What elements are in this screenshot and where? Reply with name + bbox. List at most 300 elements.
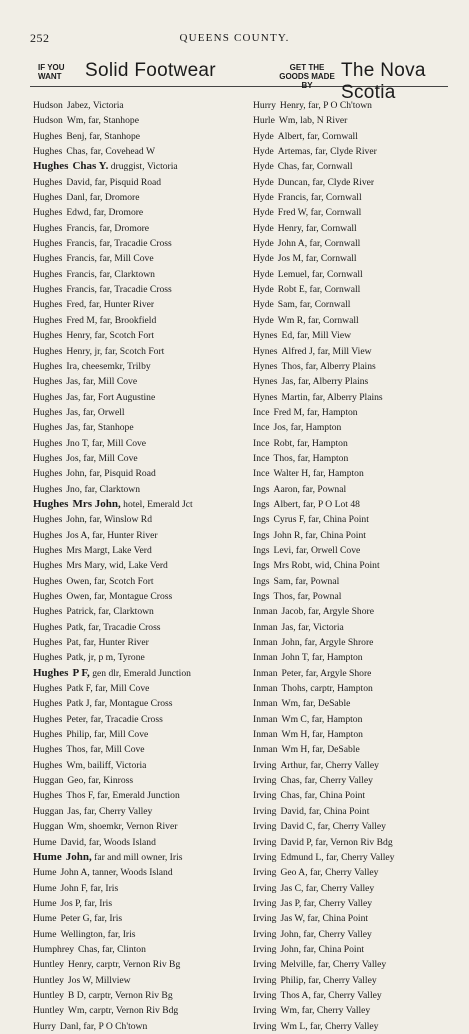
entry-surname: Hume (33, 913, 57, 925)
directory-column-left (33, 98, 248, 1034)
entry-surname: Hughes (33, 360, 63, 372)
directory-entry (253, 788, 468, 803)
directory-entry (33, 835, 248, 850)
entry-given-name: Peter, (281, 667, 304, 679)
directory-entry (33, 1003, 248, 1018)
entry-surname: Inman (253, 637, 278, 649)
entry-details: far, Cornwall (310, 192, 362, 204)
entry-given-name: Arthur, (280, 759, 309, 771)
entry-details: far, Cornwall (299, 299, 351, 311)
entry-given-name: Ira, (66, 360, 80, 372)
entry-surname: Hughes (33, 253, 63, 265)
directory-entry (33, 236, 248, 251)
entry-surname: Hughes (33, 621, 63, 633)
entry-surname: Ings (253, 498, 270, 510)
entry-details: far, DeSable (312, 744, 360, 756)
directory-entry (253, 328, 468, 343)
entry-given-name: John, (66, 468, 87, 480)
entry-details: far, Mill View (317, 345, 372, 357)
entry-given-name: David C, (280, 821, 316, 833)
entry-details: far, Dromore (89, 192, 140, 204)
entry-details: far and mill owner, Iris (94, 851, 183, 863)
entry-details: shoemkr, Vernon River (88, 821, 178, 833)
entry-details: far, Cherry Valley (308, 974, 377, 986)
directory-entry (253, 865, 468, 880)
directory-entry (33, 957, 248, 972)
entry-given-name: Geo, (67, 775, 86, 787)
directory-entry (253, 144, 468, 159)
entry-surname: Hume (33, 882, 57, 894)
entry-details: far, Mill Cove (83, 452, 138, 464)
entry-details: jr, p m, Tyrone (88, 652, 145, 664)
entry-surname: Hughes (33, 268, 63, 280)
directory-entry (253, 528, 468, 543)
entry-details: far, Tracadie Cross (99, 238, 172, 250)
entry-details: far, Mill Cove (94, 729, 149, 741)
entry-surname: Hughes (33, 160, 69, 173)
entry-surname: Hughes (33, 376, 63, 388)
entry-surname: Ings (253, 544, 270, 556)
entry-details: far, Cornwall (305, 222, 357, 234)
entry-surname: Hughes (33, 483, 63, 495)
entry-details: far, Woods Island (88, 836, 156, 848)
entry-given-name: John R, (273, 529, 303, 541)
entry-surname: Hughes (33, 683, 63, 695)
entry-given-name: Mrs John, (72, 497, 121, 510)
directory-entry (253, 466, 468, 481)
entry-details: far, Clarktown (84, 483, 141, 495)
directory-entry (33, 420, 248, 435)
entry-surname: Hughes (33, 437, 63, 449)
entry-details: far, Covehead W (90, 146, 156, 158)
entry-surname: Hughes (33, 606, 63, 618)
entry-given-name: Mrs Margt, (66, 544, 110, 556)
entry-given-name: Jas W, (280, 913, 305, 925)
entry-details: far, Cornwall (311, 268, 363, 280)
directory-entry (253, 159, 468, 174)
entry-given-name: Wm R, (277, 314, 306, 326)
directory-entry (253, 482, 468, 497)
entry-details: far, P O Ch'town (308, 100, 372, 111)
entry-given-name: Wm H, (281, 744, 310, 756)
directory-entry (33, 696, 248, 711)
entry-given-name: Thos F, (66, 790, 95, 802)
entry-given-name: Henry, (277, 222, 304, 234)
directory-entry (33, 98, 248, 113)
entry-given-name: John A, (60, 867, 90, 879)
directory-entry (33, 681, 248, 696)
entry-details: far, Cornwall (309, 284, 361, 296)
directory-entry (33, 175, 248, 190)
directory-entry (253, 313, 468, 328)
entry-surname: Hughes (33, 238, 63, 250)
directory-entry (253, 666, 468, 681)
entry-given-name: Wm H, (281, 729, 310, 741)
entry-details: far, Mill Cove (95, 683, 150, 695)
entry-surname: Ince (253, 422, 270, 434)
directory-entry (33, 773, 248, 788)
entry-given-name: David, (60, 836, 87, 848)
entry-details: gen dlr, Emerald Junction (92, 667, 191, 679)
directory-entry (253, 758, 468, 773)
entry-details: far, Iris (84, 897, 113, 909)
entry-given-name: Melville, (280, 959, 316, 971)
entry-surname: Inman (253, 729, 278, 741)
entry-details: cheesemkr, Trilby (81, 360, 151, 372)
entry-given-name: Pat, (66, 637, 81, 649)
entry-given-name: Jos W, (67, 974, 93, 986)
entry-surname: Hughes (33, 422, 63, 434)
entry-details: far, Tracadie Cross (90, 713, 163, 725)
entry-details: far, Mill Cove (90, 744, 145, 756)
entry-details: far, Hampton (296, 437, 348, 449)
entry-surname: Ings (253, 591, 270, 602)
entry-given-name: Jabez, (66, 100, 91, 111)
entry-details: far, Clarktown (99, 268, 155, 280)
entry-details: far, Mill Cove (99, 253, 154, 265)
entry-details: far, Iris (107, 928, 136, 940)
entry-surname: Hughes (33, 790, 63, 802)
entry-surname: Hume (33, 850, 62, 863)
entry-surname: Hyde (253, 222, 274, 234)
entry-details: far, Stanhope (89, 130, 141, 142)
entry-given-name: Wm, (67, 821, 87, 833)
directory-entry (253, 727, 468, 742)
entry-surname: Hughes (33, 713, 63, 725)
directory-entry (33, 466, 248, 481)
entry-details: far, Iris (94, 913, 123, 925)
entry-details: far, Cornwall (301, 161, 353, 173)
directory-entry (253, 436, 468, 451)
directory-entry (253, 681, 468, 696)
directory-entry (33, 666, 248, 681)
entry-details: far, Pownal (295, 575, 340, 587)
directory-entry (33, 313, 248, 328)
directory-entry (253, 927, 468, 942)
entry-given-name: Jas, (66, 422, 81, 434)
entry-given-name: Francis, (66, 222, 97, 234)
entry-details: carptr, Vernon Riv Bdg (89, 1005, 179, 1017)
directory-entry (253, 236, 468, 251)
entry-surname: Irving (253, 882, 277, 894)
directory-entry (33, 297, 248, 312)
directory-entry (253, 512, 468, 527)
directory-entry (253, 589, 468, 604)
directory-entry (33, 267, 248, 282)
entry-given-name: Duncan, (277, 176, 311, 188)
page-header (0, 0, 469, 56)
entry-details: carptr, Hampton (310, 683, 373, 695)
entry-surname: Hughes (33, 176, 63, 188)
entry-surname: Hughes (33, 391, 63, 403)
entry-details: far, Hampton (290, 422, 342, 434)
entry-surname: Hurry (33, 1020, 56, 1032)
entry-details: far, Clinton (102, 943, 146, 955)
entry-surname: Ings (253, 575, 270, 587)
entry-given-name: Peter G, (60, 913, 92, 925)
entry-given-name: Thos, (66, 744, 88, 756)
directory-entry (253, 205, 468, 220)
entry-surname: Hume (33, 836, 57, 848)
entry-given-name: Henry, (66, 330, 93, 342)
entry-details: far, Cherry Valley (301, 1005, 371, 1017)
entry-surname: Irving (253, 821, 277, 833)
directory-entry (253, 712, 468, 727)
directory-entry (33, 543, 248, 558)
entry-given-name: Thohs, (281, 683, 308, 695)
entry-surname: Irving (253, 913, 277, 925)
directory-entry (253, 390, 468, 405)
entry-given-name: Alfred J, (281, 345, 316, 357)
entry-surname: Hume (33, 867, 57, 879)
entry-surname: Hughes (33, 560, 63, 572)
entry-given-name: Philip, (280, 974, 306, 986)
entry-details: far, Cherry Valley (317, 821, 386, 833)
entry-surname: Irving (253, 897, 277, 909)
entry-details: far, Dromore (99, 222, 150, 234)
entry-details: far, Cherry Valley (310, 867, 379, 879)
entry-given-name: Benj, (66, 130, 87, 142)
entry-given-name: Francis, (66, 253, 97, 265)
entry-surname: Hynes (253, 391, 278, 403)
entry-surname: Hynes (253, 376, 278, 388)
directory-entry (253, 574, 468, 589)
entry-surname: Hughes (33, 406, 63, 418)
entry-given-name: Jos P, (60, 897, 82, 909)
entry-surname: Hughes (33, 652, 63, 664)
directory-entry (33, 482, 248, 497)
entry-surname: Ince (253, 406, 270, 418)
directory-entry (253, 620, 468, 635)
entry-surname: Hughes (33, 666, 69, 679)
entry-given-name: Fred M, (273, 406, 305, 418)
directory-entry (253, 635, 468, 650)
directory-entry (253, 957, 468, 972)
entry-given-name: Fred, (66, 299, 87, 311)
entry-surname: Huntley (33, 974, 64, 986)
entry-surname: Hughes (33, 207, 63, 219)
entry-surname: Hughes (33, 591, 63, 602)
directory-entry (33, 850, 248, 865)
directory-entry (33, 159, 248, 174)
directory-entry (253, 1003, 468, 1018)
entry-surname: Ince (253, 452, 270, 464)
entry-details: far, DeSable (302, 698, 351, 710)
entry-given-name: Robt, (273, 437, 295, 449)
entry-surname: Hyde (253, 146, 274, 158)
entry-details: far, China Point (304, 790, 366, 802)
entry-surname: Hughes (33, 759, 63, 771)
directory-entry (253, 359, 468, 374)
entry-given-name: Walter H, (273, 468, 311, 480)
directory-entry (33, 973, 248, 988)
entry-given-name: Chas, (280, 790, 303, 802)
entry-given-name: B D, (67, 989, 87, 1001)
entry-given-name: Jas, (66, 376, 81, 388)
entry-given-name: Wm L, (280, 1020, 308, 1032)
entry-details: far, Cherry Valley (303, 897, 373, 909)
entry-details: far, Scotch Fort (94, 330, 155, 342)
directory-entry (253, 113, 468, 128)
entry-details: far, China Point (308, 805, 370, 817)
directory-entry (253, 129, 468, 144)
entry-given-name: Thos, (273, 452, 296, 464)
directory-entry (33, 436, 248, 451)
entry-given-name: Patk, (66, 621, 86, 633)
directory-entry (33, 574, 248, 589)
entry-surname: Huntley (33, 959, 64, 971)
entry-given-name: Henry, jr, (66, 345, 103, 357)
entry-given-name: John, (65, 850, 92, 863)
entry-details: far, Alberry Plains (298, 376, 369, 388)
entry-surname: Irving (253, 989, 277, 1001)
entry-surname: Hughes (33, 314, 63, 326)
entry-surname: Irving (253, 1005, 277, 1017)
entry-details: far, Argyle Shore (308, 606, 374, 618)
directory-entry (33, 881, 248, 896)
entry-given-name: Francis, (66, 268, 97, 280)
entry-given-name: John A, (277, 238, 308, 250)
entry-details: far, Hunter River (92, 529, 158, 541)
directory-entry (33, 497, 248, 512)
directory-entry (33, 129, 248, 144)
directory-entry (33, 205, 248, 220)
entry-given-name: Henry, (67, 959, 94, 971)
directory-entry (253, 896, 468, 911)
directory-entry (33, 251, 248, 266)
entry-details: far, Mill View (296, 330, 352, 342)
entry-given-name: Wm, (66, 759, 86, 771)
entry-details: far, Cherry Valley (303, 928, 372, 940)
entry-details: far, Scotch Fort (104, 345, 165, 357)
running-head: QUEENS COUNTY. (179, 32, 290, 44)
entry-given-name: Jas P, (280, 897, 302, 909)
entry-given-name: Ed, (281, 330, 295, 342)
entry-surname: Hughes (33, 284, 63, 296)
entry-given-name: Jno, (66, 483, 83, 495)
entry-details: far, Winslow Rd (89, 514, 152, 526)
ad-solid-footwear: Solid Footwear (85, 60, 216, 81)
entry-given-name: Wellington, (60, 928, 106, 940)
entry-details: far, Scotch Fort (94, 575, 154, 587)
entry-surname: Hughes (33, 299, 63, 311)
entry-details: far, Hampton (312, 729, 363, 741)
directory-entry (33, 650, 248, 665)
entry-given-name: Chas, (78, 943, 100, 955)
entry-given-name: Jos, (66, 452, 81, 464)
entry-details: far, Victoria (298, 621, 344, 633)
entry-given-name: Edwd, (66, 207, 92, 219)
entry-details: far, Cornwall (307, 130, 358, 142)
entry-given-name: John T, (281, 652, 310, 664)
entry-given-name: Wm, (281, 698, 301, 710)
entry-given-name: Robt E, (277, 284, 308, 296)
entry-given-name: Chas, (66, 146, 88, 158)
entry-surname: Ings (253, 514, 270, 526)
entry-details: far, P O Ch'town (83, 1020, 148, 1032)
entry-details: far, Cornwall (310, 207, 362, 219)
directory-entry (253, 267, 468, 282)
directory-entry (253, 850, 468, 865)
directory-column-right (253, 98, 468, 1034)
entry-details: far, Hampton (306, 406, 358, 418)
directory-entry (33, 604, 248, 619)
entry-given-name: Jas, (67, 805, 82, 817)
directory-entry (33, 819, 248, 834)
entry-surname: Humphrey (33, 943, 75, 955)
entry-given-name: Albert, (277, 130, 305, 142)
entry-surname: Hyde (253, 314, 274, 326)
directory-entry (33, 988, 248, 1003)
directory-entry (253, 650, 468, 665)
entry-surname: Huntley (33, 989, 64, 1001)
entry-surname: Hyde (253, 176, 274, 188)
entry-given-name: Albert, (273, 498, 301, 510)
entry-details: far, Orwell (82, 406, 125, 418)
entry-given-name: Fred W, (277, 207, 309, 219)
entry-surname: Ince (253, 468, 270, 480)
entry-details: wid, Lake Verd (109, 560, 168, 572)
directory-entry (253, 819, 468, 834)
entry-given-name: Chas, (280, 775, 303, 787)
entry-given-name: Peter, (66, 713, 89, 725)
entry-surname: Irving (253, 943, 277, 955)
entry-details: far, Brookfield (99, 314, 157, 326)
entry-given-name: Jas, (281, 376, 296, 388)
entry-given-name: John F, (60, 882, 88, 894)
entry-given-name: Geo A, (280, 867, 308, 879)
entry-details: far, Stanhope (82, 422, 134, 434)
entry-details: far, China Point (307, 913, 369, 925)
entry-surname: Hyde (253, 207, 274, 219)
entry-details: far, Tracadie Cross (99, 284, 172, 296)
directory-entry (253, 344, 468, 359)
entry-given-name: Edmund L, (280, 851, 324, 863)
entry-given-name: Patk F, (66, 683, 93, 695)
entry-given-name: Francis, (277, 192, 309, 204)
directory-entry (253, 405, 468, 420)
entry-surname: Irving (253, 759, 277, 771)
directory-entry (253, 251, 468, 266)
directory-entry (33, 374, 248, 389)
entry-details: far, Hunter River (83, 637, 149, 649)
entry-given-name: Henry, (279, 100, 306, 111)
entry-surname: Hughes (33, 514, 63, 526)
directory-entry (253, 911, 468, 926)
entry-given-name: Chas Y. (72, 160, 109, 173)
entry-details: far, Cherry Valley (83, 805, 153, 817)
entry-details: far, Montague Cross (94, 591, 173, 602)
directory-entry (33, 558, 248, 573)
entry-details: far, Mill Cove (82, 376, 138, 388)
directory-entry (253, 543, 468, 558)
entry-given-name: Mrs Mary, (66, 560, 107, 572)
entry-surname: Irving (253, 790, 277, 802)
directory-entry (253, 942, 468, 957)
entry-surname: Hyde (253, 268, 274, 280)
directory-entry (33, 758, 248, 773)
entry-surname: Ince (253, 437, 270, 449)
entry-given-name: Sam, (273, 575, 293, 587)
directory-entry (253, 374, 468, 389)
entry-details: far, Cornwall (309, 238, 361, 250)
entry-details: far, Argyle Shrore (304, 637, 374, 649)
entry-details: wid, China Point (314, 560, 380, 572)
entry-surname: Hynes (253, 345, 278, 357)
entry-surname: Huggan (33, 775, 64, 787)
entry-given-name: Aaron, (273, 483, 300, 495)
entry-given-name: Jas, (66, 391, 81, 403)
